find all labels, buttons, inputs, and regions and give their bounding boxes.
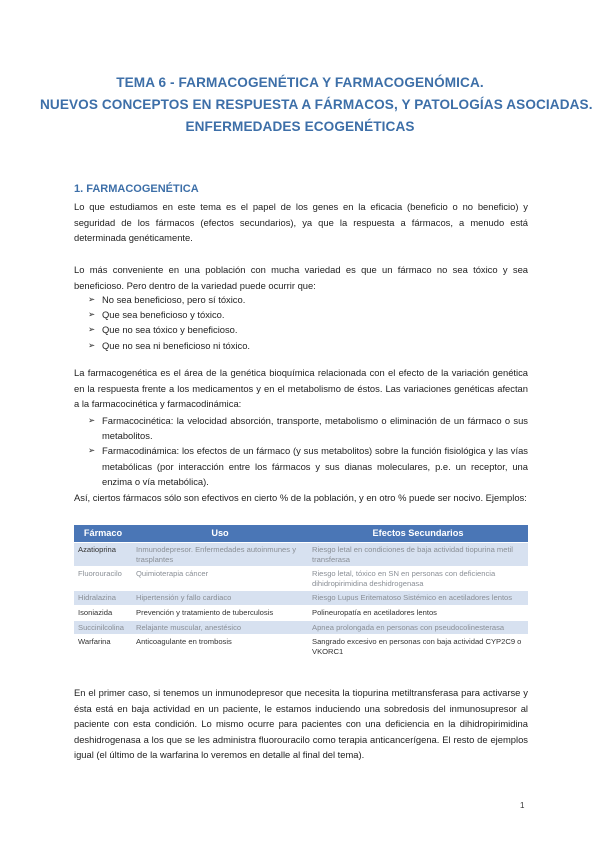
arrow-bullet-icon: ➢ [88, 445, 96, 456]
definition-list [88, 413, 528, 489]
header-effects: Efectos Secundarios [308, 525, 528, 543]
title-line-3: ENFERMEDADES ECOGENÉTICAS [185, 119, 415, 134]
paragraph-explanation: En el primer caso, si tenemos un inmunodepresor que necesita la tiopurina metiltransferasa para activarse y ésta está en baja actividad en un paciente, le estamos induciendo una sobredosis del inmunosupresor al paciente con esta condición. Lo mismo ocurre para pacientes con una deficiencia en la dihidropirimidina deshidrogenasa a los que se les administra fluorouracilo como terapia anticancerígena. El resto de ejemplos igual (el último de la warfarina lo veremos en detalle al final del tema). [74, 687, 528, 760]
section-heading: 1. FARMACOGENÉTICA [74, 183, 199, 195]
arrow-bullet-icon: ➢ [88, 415, 96, 425]
list-item: ➢ Que no sea tóxico y beneficioso. [88, 322, 250, 337]
paragraph-definition: La farmacogenética es el área de la genética bioquímica relacionada con el efecto de la variación genética en la respuesta frente a los medicamentos y en el metabolismo de éstos. Las variaciones genéticas afectan a la farmacocinética y farmacodinámica: [74, 367, 528, 409]
paragraph-examples: Así, ciertos fármacos sólo son efectivos en cierto % de la población, y en otro % puede ser nocivo. Ejemplos: [74, 492, 527, 503]
arrow-bullet-icon: ➢ [88, 339, 96, 350]
list-item: ➢ No sea beneficioso, pero sí tóxico. [88, 292, 250, 307]
header-use: Uso [132, 525, 308, 543]
table-header-row [74, 525, 528, 543]
table-row: Succinilcolina Relajante muscular, anestésico Apnea prolongada en personas con pseudocolinesterasa [74, 620, 528, 635]
header-drug: Fármaco [74, 525, 132, 543]
list-item: ➢ Farmacocinética: la velocidad absorción, transporte, metabolismo o eliminación de un fármaco o sus metabolitos. [88, 415, 528, 442]
list-item: ➢ Que no sea ni beneficioso ni tóxico. [88, 338, 250, 353]
list-item: ➢ Que sea beneficioso y tóxico. [88, 307, 250, 322]
title-line-2: NUEVOS CONCEPTOS EN RESPUESTA A FÁRMACOS, Y PATOLOGÍAS ASOCIADAS. [40, 97, 593, 112]
list-item: ➢ Farmacodinámica: los efectos de un fármaco (y sus metabolitos) sobre la función fisiológica y las vías metabólicas (por interacción entre los fármacos y sus dianas moleculares, p.e. un receptor, una enzima o vía metabólica). [88, 445, 528, 487]
drug-effects-table [74, 525, 528, 658]
table-row: Hidralazina Hipertensión y fallo cardiaco Riesgo Lupus Eritematoso Sistémico en acetiladores lentos [74, 591, 528, 606]
arrow-bullet-icon: ➢ [88, 309, 96, 320]
title-line-1: TEMA 6 - FARMACOGENÉTICA Y FARMACOGENÓMICA. [116, 75, 484, 90]
document-title [40, 72, 593, 138]
paragraph-intro: Lo que estudiamos en este tema es el papel de los genes en la eficacia (beneficio o no beneficio) y seguridad de los fármacos (efectos secundarios), ya que la respuesta a fármacos, a menudo está determinada genéticamente. [74, 201, 528, 243]
table-row: Warfarina Anticoagulante en trombosis Sangrado excesivo en personas con baja actividad CYP2C9 o VKORC1 [74, 635, 528, 659]
table-row: Isoniazida Prevención y tratamiento de tuberculosis Polineuropatía en acetiladores lentos [74, 605, 528, 620]
page-number: 1 [520, 801, 525, 810]
arrow-bullet-icon: ➢ [88, 294, 96, 304]
bullet-list [88, 292, 250, 353]
paragraph-variety: Lo más conveniente en una población con mucha variedad es que un fármaco no sea tóxico y sea beneficioso. Pero dentro de la variedad puede ocurrir que: [74, 264, 528, 291]
arrow-bullet-icon: ➢ [88, 324, 96, 335]
table-row: Azatioprina Inmunodepresor. Enfermedades autoinmunes y trasplantes Riesgo letal en condiciones de baja actividad tiopurina metil transferasa [74, 543, 528, 567]
table-row: Fluorouracilo Quimioterapia cáncer Riesgo letal, tóxico en SN en personas con deficiencia dihidropirimidina deshidrogenasa [74, 567, 528, 591]
